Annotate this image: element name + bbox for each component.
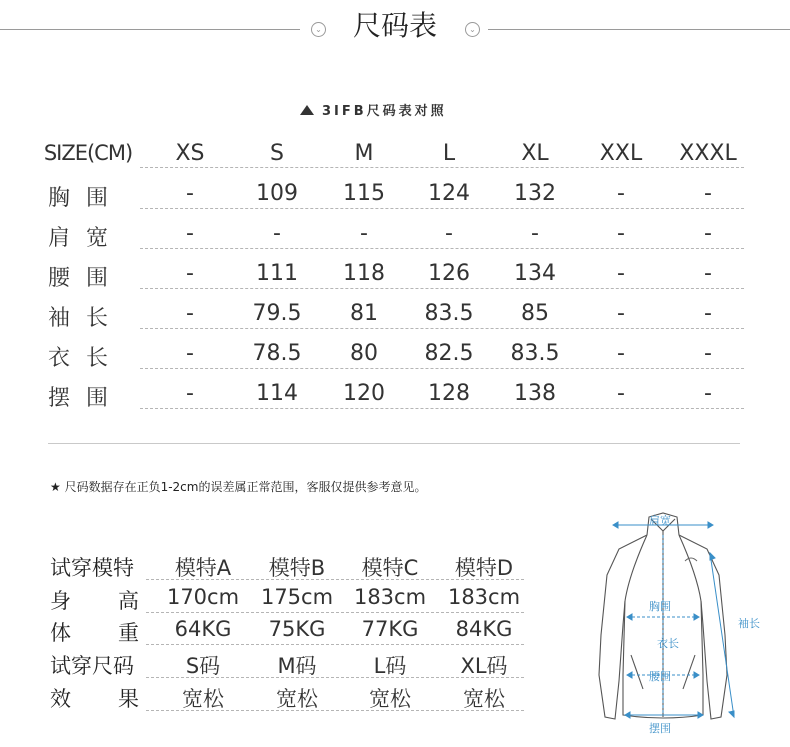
model-cell: 宽松 bbox=[182, 687, 224, 711]
model-cell: 77KG bbox=[361, 617, 419, 641]
size-cell: 80 bbox=[350, 341, 378, 366]
model-cell: M码 bbox=[277, 654, 317, 678]
waist-dimension-label: 腰围 bbox=[649, 670, 671, 683]
size-cell: 115 bbox=[343, 181, 385, 206]
row-divider bbox=[140, 248, 744, 249]
length-dimension-label: 衣长 bbox=[657, 637, 679, 650]
size-cell: - bbox=[617, 341, 625, 366]
size-cell: 134 bbox=[514, 261, 556, 286]
sleeve-dimension-label: 袖长 bbox=[738, 617, 760, 630]
size-cell: 118 bbox=[343, 261, 385, 286]
subtitle-text: 3IFB尺码表对照 bbox=[322, 104, 447, 119]
size-header: XXXL bbox=[679, 141, 737, 166]
size-cell: - bbox=[617, 301, 625, 326]
size-cell: 78.5 bbox=[252, 341, 302, 366]
row-label: 肩宽 bbox=[47, 226, 124, 251]
size-header: S bbox=[270, 141, 284, 166]
model-row-divider bbox=[146, 579, 524, 580]
size-cell: - bbox=[704, 301, 712, 326]
model-cell: XL码 bbox=[460, 654, 508, 678]
size-cell: 128 bbox=[428, 381, 470, 406]
model-cell: 64KG bbox=[174, 617, 232, 641]
model-cell: 170cm bbox=[166, 585, 240, 609]
table-subtitle bbox=[300, 100, 500, 119]
model-row-label: 试穿模特 bbox=[50, 556, 134, 580]
size-cell: 109 bbox=[256, 181, 298, 206]
size-cell: 83.5 bbox=[424, 301, 474, 326]
model-cell: 宽松 bbox=[369, 687, 411, 711]
model-row-label: 身 高 bbox=[50, 589, 152, 613]
size-cell: 83.5 bbox=[510, 341, 560, 366]
row-divider bbox=[140, 328, 744, 329]
model-cell: 模特C bbox=[361, 556, 419, 580]
model-cell: L码 bbox=[373, 654, 407, 678]
row-divider bbox=[140, 408, 744, 409]
size-cell: 79.5 bbox=[252, 301, 302, 326]
chest-dimension-label: 胸围 bbox=[649, 600, 671, 613]
model-row-divider bbox=[146, 710, 524, 711]
size-cell: - bbox=[186, 181, 194, 206]
size-cell: 138 bbox=[514, 381, 556, 406]
size-cell: - bbox=[273, 221, 281, 246]
header-rule-right bbox=[488, 29, 790, 30]
model-row-divider bbox=[146, 677, 524, 678]
jacket-diagram bbox=[585, 505, 790, 747]
size-cell: 124 bbox=[428, 181, 470, 206]
row-divider bbox=[140, 288, 744, 289]
size-header: XS bbox=[175, 141, 205, 166]
size-cell: - bbox=[186, 381, 194, 406]
model-cell: 模特B bbox=[268, 556, 326, 580]
triangle-icon bbox=[300, 105, 314, 115]
size-cell: - bbox=[704, 181, 712, 206]
row-divider bbox=[140, 208, 744, 209]
size-cell: - bbox=[617, 381, 625, 406]
size-cell: - bbox=[360, 221, 368, 246]
size-cell: 126 bbox=[428, 261, 470, 286]
model-row-divider bbox=[146, 612, 524, 613]
model-row-label: 试穿尺码 bbox=[50, 654, 134, 678]
model-row-label: 体 重 bbox=[50, 621, 152, 645]
size-header: M bbox=[354, 141, 374, 166]
size-cell: 114 bbox=[256, 381, 298, 406]
size-cell: 120 bbox=[343, 381, 385, 406]
model-cell: S码 bbox=[185, 654, 221, 678]
size-cell: - bbox=[704, 341, 712, 366]
size-header: XL bbox=[521, 141, 549, 166]
size-header: L bbox=[442, 141, 456, 166]
size-cell: - bbox=[704, 261, 712, 286]
header-rule-left bbox=[0, 29, 300, 30]
size-corner-label: SIZE(CM) bbox=[43, 141, 133, 165]
row-label: 衣长 bbox=[47, 346, 124, 371]
size-note: ★ 尺码数据存在正负1-2cm的误差属正常范围，客服仅提供参考意见。 bbox=[50, 480, 427, 494]
chevron-down-icon: ⌄ bbox=[311, 22, 326, 37]
section-divider bbox=[48, 443, 740, 444]
model-row-label: 效 果 bbox=[50, 687, 152, 711]
row-divider bbox=[140, 368, 744, 369]
row-label: 胸围 bbox=[47, 186, 124, 211]
size-cell: - bbox=[531, 221, 539, 246]
model-cell: 183cm bbox=[353, 585, 427, 609]
size-cell: 111 bbox=[256, 261, 298, 286]
size-cell: 132 bbox=[514, 181, 556, 206]
size-cell: - bbox=[445, 221, 453, 246]
page-title: 尺码表 bbox=[352, 9, 437, 42]
size-cell: - bbox=[186, 301, 194, 326]
size-cell: 81 bbox=[350, 301, 378, 326]
model-cell: 75KG bbox=[268, 617, 326, 641]
model-cell: 模特A bbox=[174, 556, 232, 580]
row-label: 袖长 bbox=[47, 306, 124, 331]
chevron-down-icon: ⌄ bbox=[465, 22, 480, 37]
row-label: 腰围 bbox=[47, 266, 124, 291]
model-cell: 84KG bbox=[455, 617, 513, 641]
size-cell: - bbox=[617, 221, 625, 246]
model-cell: 175cm bbox=[260, 585, 334, 609]
row-label: 摆围 bbox=[47, 386, 124, 411]
size-cell: - bbox=[186, 221, 194, 246]
model-cell: 模特D bbox=[454, 556, 514, 580]
hem-dimension-label: 摆围 bbox=[649, 722, 671, 735]
size-cell: - bbox=[617, 181, 625, 206]
size-cell: 82.5 bbox=[424, 341, 474, 366]
size-header: XXL bbox=[599, 141, 643, 166]
size-cell: - bbox=[704, 221, 712, 246]
model-cell: 宽松 bbox=[463, 687, 505, 711]
size-cell: - bbox=[617, 261, 625, 286]
size-cell: 85 bbox=[521, 301, 549, 326]
size-cell: - bbox=[186, 341, 194, 366]
row-divider bbox=[140, 167, 744, 168]
model-cell: 宽松 bbox=[276, 687, 318, 711]
size-cell: - bbox=[704, 381, 712, 406]
shoulder-dimension-label: 肩宽 bbox=[649, 514, 671, 527]
size-cell: - bbox=[186, 261, 194, 286]
model-cell: 183cm bbox=[447, 585, 521, 609]
model-row-divider bbox=[146, 644, 524, 645]
